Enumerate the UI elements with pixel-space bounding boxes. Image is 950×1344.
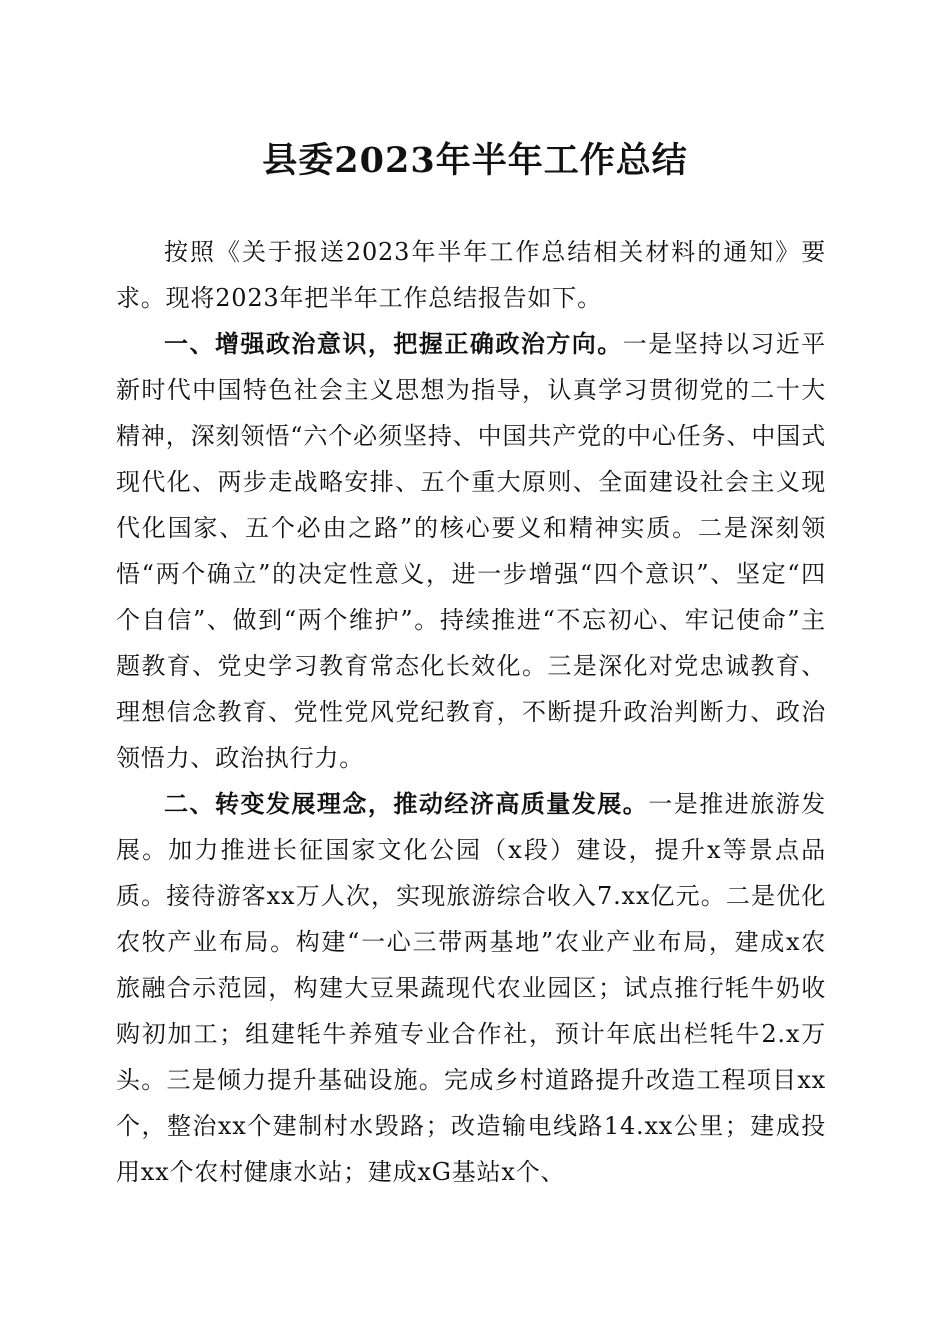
intro-paragraph — [116, 229, 826, 321]
section-2-heading: 二、转变发展理念，推动经济高质量发展。 — [164, 790, 649, 818]
document-body — [116, 229, 826, 1195]
section-1-paragraph — [116, 321, 826, 781]
section-1-heading: 一、增强政治意识，把握正确政治方向。 — [164, 330, 623, 358]
intro-text: 按照《关于报送2023年半年工作总结相关材料的通知》要求。现将2023年把半年工作总结报告如下。 — [116, 238, 826, 312]
section-2-paragraph — [116, 781, 826, 1195]
section-1-text: 一是坚持以习近平新时代中国特色社会主义思想为指导，认真学习贯彻党的二十大精神，深刻领悟“六个必须坚持、中国共产党的中心任务、中国式现代化、两步走战略安排、五个重大原则、全面建设社会主义现代化国家、五个必由之路”的核心要义和精神实质。二是深刻领悟“两个确立”的决定性意义，进一步增强“四个意识”、坚定“四个自信”、做到“两个维护”。持续推进“不忘初心、牢记使命”主题教育、党史学习教育常态化长效化。三是深化对党忠诚教育、理想信念教育、党性党风党纪教育，不断提升政治判断力、政治领悟力、政治执行力。 — [116, 330, 826, 772]
document-title: 县委2023年半年工作总结 — [262, 140, 688, 181]
section-2-text: 一是推进旅游发展。加力推进长征国家文化公园（x段）建设，提升x等景点品质。接待游客xx万人次，实现旅游综合收入7.xx亿元。二是优化农牧产业布局。构建“一心三带两基地”农业产业布局，建成x农旅融合示范园，构建大豆果蔬现代农业园区；试点推行牦牛奶收购初加工；组建牦牛养殖专业合作社，预计年底出栏牦牛2.x万头。三是倾力提升基础设施。完成乡村道路提升改造工程项目xx个，整治xx个建制村水毁路；改造输电线路14.xx公里；建成投用xx个农村健康水站；建成xG基站x个、 — [116, 790, 826, 1186]
